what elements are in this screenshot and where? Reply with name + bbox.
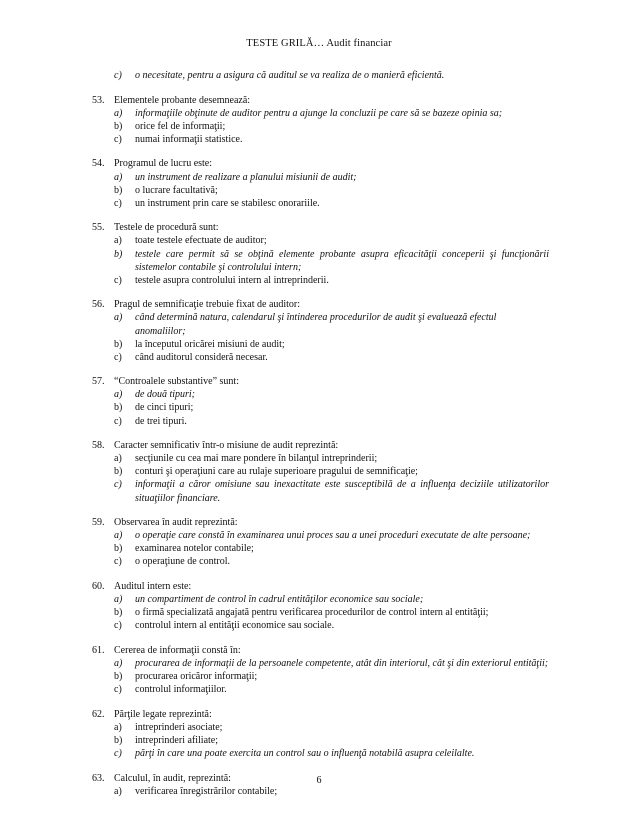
option-line xyxy=(92,465,549,478)
leading-option-block xyxy=(92,69,549,82)
question-stem xyxy=(92,298,549,311)
option-text: testele care permit să se obţină elemente probante asupra eficacităţii conceperii şi funcţionării sistemelor contabile şi controlului intern; xyxy=(135,248,549,273)
option-text: numai informaţii statistice. xyxy=(135,133,243,145)
question-text: Elementele probante desemnează: xyxy=(114,94,251,106)
option-text: când determină natura, calendarul şi întinderea procedurilor de audit şi evaluează efectul anomaliilor; xyxy=(135,312,497,337)
option-text: informaţiile obţinute de auditor pentru a ajunge la concluzii pe care să se bazeze opinia sa; xyxy=(135,107,503,119)
question-text: Observarea în audit reprezintă: xyxy=(114,517,238,529)
option-text: o firmă specializată angajată pentru verificarea procedurilor de control intern al entităţii; xyxy=(135,607,489,619)
option-line xyxy=(92,107,549,120)
question-stem xyxy=(92,94,549,107)
option-text: orice fel de informaţii; xyxy=(135,120,226,132)
question-stem xyxy=(92,375,549,388)
question-text: Testele de procedură sunt: xyxy=(114,222,219,234)
option-line xyxy=(92,593,549,606)
question-block xyxy=(92,439,549,504)
option-line xyxy=(92,274,549,287)
option-line xyxy=(92,120,549,133)
option-line xyxy=(92,401,549,414)
question-stem xyxy=(92,580,549,593)
question-block xyxy=(92,94,549,146)
option-letter: a) xyxy=(114,657,123,669)
option-line xyxy=(92,234,549,247)
option-line xyxy=(92,657,549,670)
option-line xyxy=(92,351,549,364)
option-line xyxy=(92,133,549,146)
question-text: Pragul de semnificaţie trebuie fixat de auditor: xyxy=(114,299,301,311)
question-text: Părţile legate reprezintă: xyxy=(114,708,212,720)
option-line xyxy=(92,747,549,760)
option-line xyxy=(92,184,549,197)
page-header: TESTE GRILĂ… Audit financiar xyxy=(246,38,392,49)
option-letter: a) xyxy=(114,785,122,797)
option-letter: b) xyxy=(114,120,123,132)
option-letter: c) xyxy=(114,415,122,427)
question-stem xyxy=(92,708,549,721)
option-line xyxy=(92,248,549,274)
option-letter: b) xyxy=(114,248,123,260)
option-letter: b) xyxy=(114,734,123,746)
option-letter: c) xyxy=(114,620,122,632)
question-text: Calculul, în audit, reprezintă: xyxy=(114,772,231,784)
option-text: testele asupra controlului intern al intreprinderii. xyxy=(135,274,329,286)
option-text: părţi în care una poate exercita un control sau o influenţă notabilă asupra celeilalte. xyxy=(135,748,475,760)
question-block xyxy=(92,516,549,568)
option-letter: b) xyxy=(114,466,123,478)
option-letter: a) xyxy=(114,171,123,183)
question-number: 56. xyxy=(92,299,105,311)
option-line xyxy=(92,415,549,428)
option-letter: a) xyxy=(114,107,123,119)
option-text: verificarea înregistrărilor contabile; xyxy=(135,785,278,797)
questions-list xyxy=(92,69,549,809)
option-line xyxy=(92,542,549,555)
option-text: conturi şi operaţiuni care au rulaje superioare pragului de semnificaţie; xyxy=(135,466,418,478)
option-text: procurarea oricăror informaţii; xyxy=(135,671,258,683)
question-number: 60. xyxy=(92,581,105,592)
question-block xyxy=(92,375,549,427)
option-text: o operaţie care constă în examinarea unui proces sau a unei proceduri executate de alte persoane; xyxy=(135,530,531,542)
option-letter: b) xyxy=(114,402,123,414)
question-number: 57. xyxy=(92,376,105,388)
option-text: la începutul oricărei misiuni de audit; xyxy=(135,338,285,350)
option-letter: c) xyxy=(114,70,122,81)
option-line xyxy=(92,69,549,82)
option-text: controlul intern al entităţii economice sau sociale. xyxy=(135,620,335,632)
option-text: de trei tipuri. xyxy=(135,415,187,427)
question-text: Auditul intern este: xyxy=(114,581,192,592)
question-stem xyxy=(92,644,549,657)
question-block xyxy=(92,708,549,760)
option-letter: b) xyxy=(114,184,123,196)
option-text: o operaţiune de control. xyxy=(135,556,230,568)
option-line xyxy=(92,734,549,747)
option-line xyxy=(92,171,549,184)
option-text: un instrument de realizare a planului misiunii de audit; xyxy=(135,171,357,183)
question-number: 59. xyxy=(92,517,105,529)
question-block xyxy=(92,157,549,209)
option-letter: a) xyxy=(114,235,122,247)
option-text: procurarea de informaţii de la persoanele competente, atât din interiorul, cât şi din exteriorul entităţii; xyxy=(135,657,549,669)
option-text: când auditorul consideră necesar. xyxy=(135,351,268,363)
option-letter: a) xyxy=(114,530,123,542)
question-number: 53. xyxy=(92,94,105,106)
option-letter: a) xyxy=(114,594,123,606)
option-line xyxy=(92,670,549,683)
option-letter: a) xyxy=(114,721,122,733)
question-stem xyxy=(92,439,549,452)
option-text: un compartiment de control în cadrul entităţilor economice sau sociale; xyxy=(135,594,424,606)
questions-container xyxy=(92,94,549,798)
option-letter: b) xyxy=(114,338,123,350)
option-text: toate testele efectuate de auditor; xyxy=(135,235,267,247)
option-letter: c) xyxy=(114,556,122,568)
question-stem xyxy=(92,157,549,170)
question-text: Cererea de informaţii constă în: xyxy=(114,644,241,656)
option-line xyxy=(92,478,549,504)
question-block xyxy=(92,298,549,363)
question-block xyxy=(92,221,549,286)
option-letter: c) xyxy=(114,479,122,491)
option-text: de două tipuri; xyxy=(135,389,195,401)
option-letter: c) xyxy=(114,351,122,363)
question-number: 58. xyxy=(92,440,105,452)
option-text: informaţii a căror omisiune sau inexactitate este susceptibilă de a influenţa deciziile utilizatorilor situaţiilor financiare. xyxy=(135,479,549,504)
option-text: controlul informaţiilor. xyxy=(135,684,227,696)
option-letter: c) xyxy=(114,748,122,760)
question-text: “Controalele substantive” sunt: xyxy=(114,376,239,388)
option-line xyxy=(92,555,549,568)
option-letter: a) xyxy=(114,453,122,465)
option-letter: b) xyxy=(114,607,123,619)
option-letter: a) xyxy=(114,312,123,324)
question-number: 63. xyxy=(92,772,105,784)
option-text: o lucrare facultativă; xyxy=(135,184,218,196)
option-line xyxy=(92,197,549,210)
option-letter: c) xyxy=(114,197,122,209)
option-letter: c) xyxy=(114,684,122,696)
option-letter: c) xyxy=(114,274,122,286)
option-letter: b) xyxy=(114,671,123,683)
option-letter: c) xyxy=(114,133,122,145)
question-stem xyxy=(92,516,549,529)
question-number: 62. xyxy=(92,708,105,720)
option-line xyxy=(92,785,549,798)
option-line xyxy=(92,388,549,401)
option-line xyxy=(92,452,549,465)
option-letter: b) xyxy=(114,543,123,555)
option-text: de cinci tipuri; xyxy=(135,402,194,414)
option-text: intreprinderi asociate; xyxy=(135,721,223,733)
question-stem xyxy=(92,221,549,234)
option-line xyxy=(92,721,549,734)
question-number: 55. xyxy=(92,222,105,234)
page-number: 6 xyxy=(316,775,322,786)
option-letter: a) xyxy=(114,389,123,401)
question-number: 61. xyxy=(92,644,105,656)
question-block xyxy=(92,644,549,696)
option-text: o necesitate, pentru a asigura că auditul se va realiza de o manieră eficientă. xyxy=(135,70,445,81)
question-block xyxy=(92,580,549,632)
option-text: examinarea notelor contabile; xyxy=(135,543,254,555)
option-line xyxy=(92,529,549,542)
option-line xyxy=(92,683,549,696)
option-text: secţiunile cu cea mai mare pondere în bilanţul intreprinderii; xyxy=(135,453,378,465)
option-line xyxy=(92,606,549,619)
option-line xyxy=(92,311,549,337)
question-number: 54. xyxy=(92,158,105,170)
question-text: Programul de lucru este: xyxy=(114,158,213,170)
question-text: Caracter semnificativ într-o misiune de audit reprezintă: xyxy=(114,440,339,452)
option-line xyxy=(92,619,549,632)
option-text: intreprinderi afiliate; xyxy=(135,734,219,746)
option-line xyxy=(92,338,549,351)
option-text: un instrument prin care se stabilesc onorariile. xyxy=(135,197,320,209)
